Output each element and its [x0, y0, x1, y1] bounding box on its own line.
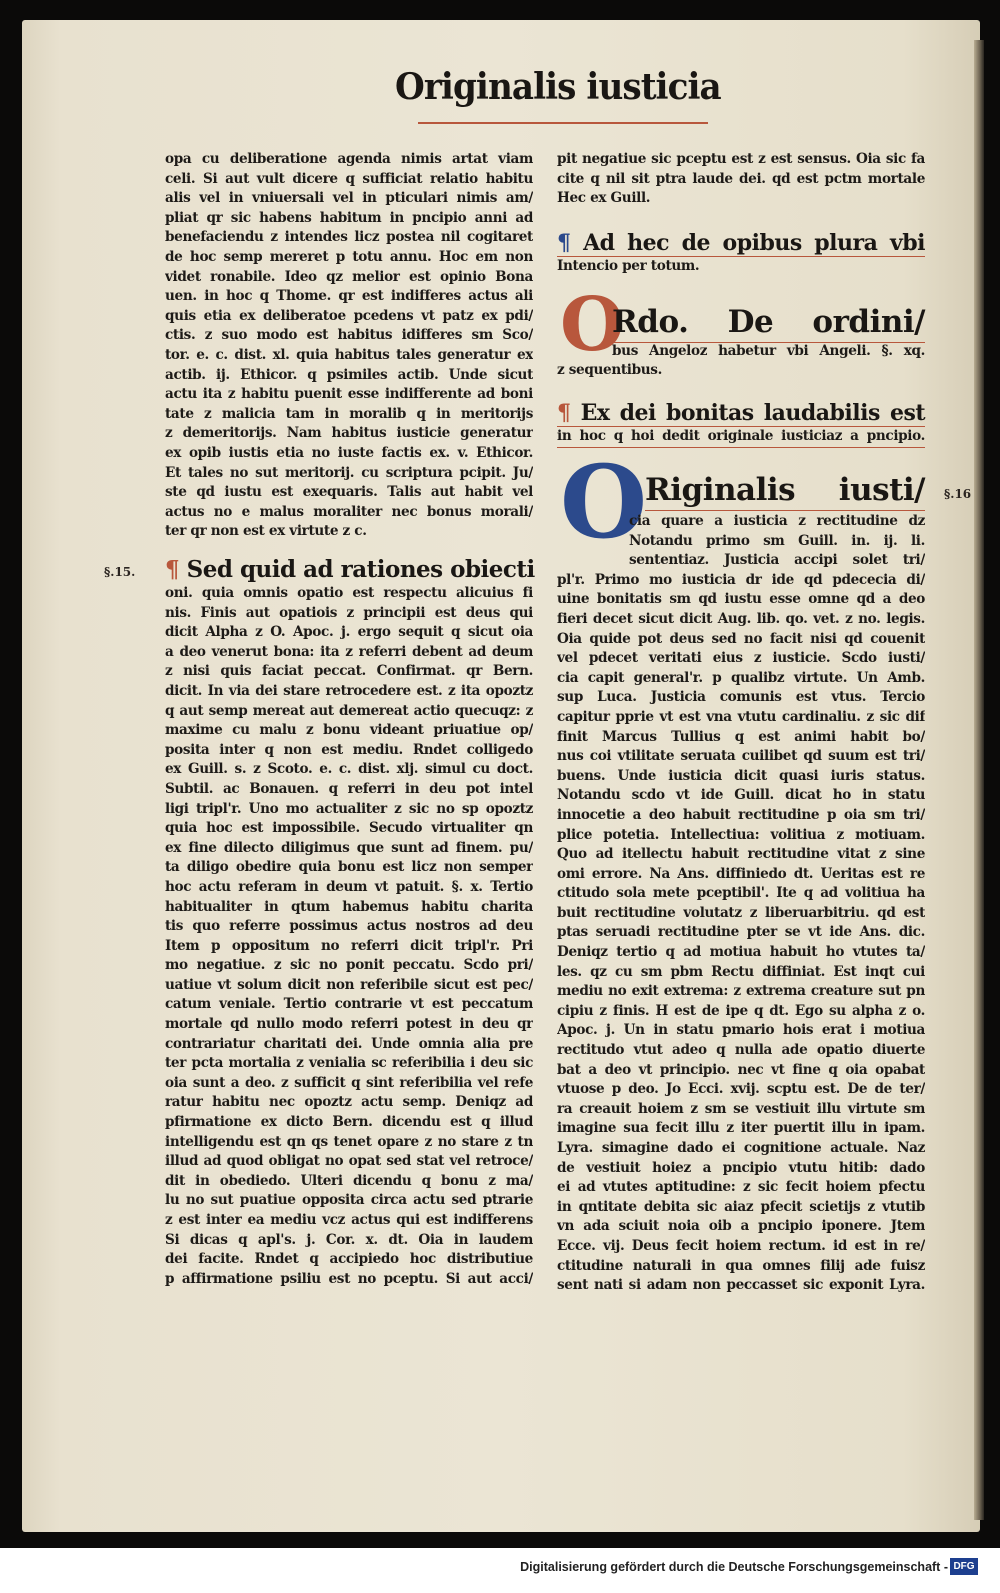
text-line: opa cu deliberatione agenda nimis artat viam — [165, 151, 533, 167]
text-line: finit Marcus Tullius q est animi habit bo/ — [557, 728, 925, 745]
rubric-heading-4 — [645, 470, 925, 511]
text-line: sententiaz. Justicia accipi solet tri/ — [629, 552, 925, 569]
text-line: pit negatiue sic pceptu est z est sensus. Oia sic fa — [557, 151, 925, 167]
heading-2-line-2 — [557, 361, 925, 381]
text-line: pliat qr sic habens habitum in pncipio anni ad — [165, 209, 533, 226]
text-line: de vestiuit hoiez a pncipio vtutu hitib: dado — [557, 1159, 925, 1176]
text-line: intelligendu est qn qs tenet opare z no stare z tn — [165, 1133, 533, 1150]
text-line: omi errore. Na Ans. diffiniedo dt. Ueritas est re — [557, 865, 925, 882]
text-line: quia hoc est impossibile. Secudo virtualiter qn — [165, 820, 533, 837]
text-line: actib. ij. Ethicor. q psimiles actib. Unde sicut — [165, 366, 533, 383]
right-column-part-1 — [557, 150, 925, 209]
text-line: plice potetia. Intellectiua: volitiua z motiuam. — [557, 826, 925, 843]
text-line: buens. Unde iusticia dicit quasi iuris status. — [557, 767, 925, 784]
text-line: illud ad quod obligat no opat sed stat vel retroce/ — [165, 1153, 533, 1170]
text-line: uine bonitatis sm qd iustu esse omne qd a deo — [557, 591, 925, 608]
footer-bar — [0, 1548, 1000, 1593]
text-line: Subtil. ac Bonauen. q referri in deu pot intel — [165, 780, 533, 797]
heading-subline: in hoc q hoi dedit originale iusticiaz a pncipio. — [557, 427, 925, 448]
text-line: alis vel in vniuersali vel in pticulari nimis am/ — [165, 190, 533, 207]
text-line: buit rectitudine volutatz z liberuarbitriu. qd est — [557, 904, 925, 921]
text-line: oia sunt a deo. z sufficit q sint referibilia vel refe — [165, 1074, 533, 1091]
text-line: dicit Alpha z O. Apoc. j. ergo sequit q sicut oia — [165, 624, 533, 641]
text-line: ta diligo obedire quia bonu est licz non semper — [165, 859, 533, 876]
rubric-heading-2 — [612, 302, 925, 343]
text-line: dicit. In via dei stare retrocedere est. z ita opoztz — [165, 682, 533, 699]
text-line: actus no e malus moraliter nec bonus morali/ — [165, 503, 533, 520]
text-line: posita inter q non est mediu. Rndet colligedo — [165, 741, 533, 758]
page-edge — [974, 40, 984, 1520]
left-section-heading — [165, 557, 533, 583]
text-line: ste qd iustu est exequaris. Talis aut habit vel — [165, 484, 533, 501]
text-line: ei ad vtutes aptitudine: z sic fecit hoiem pfectu — [557, 1179, 925, 1196]
paragraph-mark-icon: ¶ — [557, 230, 584, 256]
text-line: uen. in hoc q Thome. qr est indifferes actus ali — [165, 288, 533, 305]
text-line: Notandu primo sm Guill. in. ij. li. — [629, 532, 925, 549]
text-line: sent nati si adam non peccasset sic exponit Lyra. — [557, 1277, 925, 1294]
dfg-logo: DFG — [950, 1558, 978, 1575]
text-line: vn ada sciuit noia oib a pncipio iponere. Jtem — [557, 1218, 925, 1235]
text-line: Oia quide pot deus sed no facit nisi qd couenit — [557, 630, 925, 647]
text-line: ptas seruadi rectitudine pter se vt ide Ans. dic. — [557, 924, 925, 941]
text-line: pfirmatione ex dicto Bern. dicendu est q illud — [165, 1114, 533, 1131]
heading-text: Ex dei bonitas laudabilis est — [580, 400, 925, 426]
text-line: benefaciendu z intendes licz postea nil cogitaret — [165, 229, 533, 246]
text-line: z sequentibus. — [557, 362, 662, 378]
text-line: ctitudine naturali in qua omnes filij ade fuisz — [557, 1257, 925, 1274]
text-line: maxime cu malu z bonu videant priuatiue op/ — [165, 722, 533, 739]
text-line: ctitudo sola mete pceptibil'. Ite q ad volitiua ha — [557, 885, 925, 902]
text-line: Si dicas q apl's. j. Cor. x. dt. Oia in laudem — [165, 1231, 533, 1248]
text-line: mo negatiue. z sic no ponit peccatu. Scdo pri/ — [165, 957, 533, 974]
text-line: cia quare a iusticia z rectitudine dz — [629, 513, 925, 529]
text-line: lu no sut puatiue opposita circa actu sed ptrarie — [165, 1192, 533, 1209]
text-line: fieri decet sicut dicit Aug. lib. qo. vet. z no. legis. — [557, 610, 925, 627]
text-line: tor. e. c. dist. xl. quia habitus tales generatur ex — [165, 346, 533, 363]
text-line: pl'r. Primo mo iusticia dr ide qd pdececia di/ — [557, 571, 925, 588]
marginal-section-number: §.15. — [104, 565, 136, 579]
text-line: ra creauit hoiem z sm se vestiuit illu virtute sm — [557, 1100, 925, 1117]
text-line: in qntitate debita sic aiaz pfecit scietijs z vtutib — [557, 1198, 925, 1215]
text-line: vel pdecet veritati eius z iusticie. Scdo iusti/ — [557, 650, 925, 667]
text-line: ex Guill. s. z Scoto. e. c. dist. xlj. simul cu doct. — [165, 761, 533, 778]
text-line: ex opib iustis etia no iuste factis ex. v. Ethicor. — [165, 444, 533, 461]
text-line: imagine sua fecit illu z iter puertit illu in ipam. — [557, 1120, 925, 1137]
left-column-part-1 — [165, 150, 533, 542]
text-line: bus Angeloz habetur vbi Angeli. §. xq. — [612, 343, 925, 359]
rubric-heading-1 — [557, 230, 925, 277]
text-line: ctis. z suo modo est habitus idifferes sm Sco/ — [165, 327, 533, 344]
heading-text: Rdo. De ordini/ — [612, 302, 925, 343]
text-line: bat a deo vt principio. nec vt fine q oia opabat — [557, 1061, 925, 1078]
text-line: sup Luca. Justicia comunis est vtus. Tercio — [557, 689, 925, 706]
text-line: cia capit general'r. p qualibz virtute. Un Amb. — [557, 669, 925, 686]
text-line: contrariatur charitati dei. Unde omnia alia pre — [165, 1035, 533, 1052]
text-line: hoc actu referam in deum vt patuit. §. x. Tertio — [165, 878, 533, 895]
text-line: vtuose p deo. Jo Ecci. xvij. scptu est. De de ter/ — [557, 1081, 925, 1098]
text-line: catum veniale. Tertio contrarie vt est peccatum — [165, 996, 533, 1013]
right-column-part-2 — [557, 512, 925, 1296]
text-line: capitur pprie vt est vna vtutu cardinaliu. z sic dif — [557, 708, 925, 725]
text-line: nis. Finis aut opatiois z principii est deus qui — [165, 604, 533, 621]
text-line: z demeritorijs. Nam habitus iusticie generatur — [165, 425, 533, 442]
heading-text: Ad hec de opibus plura vbi — [583, 230, 925, 256]
text-line: nus coi vtilitate seruata cuilibet qd suum est tri/ — [557, 748, 925, 765]
heading-text: Sed quid ad rationes obiecti — [186, 556, 535, 583]
text-line: celi. Si aut vult dicere q sufficiat relatio habitu — [165, 170, 533, 187]
text-line: z nisi quis faciat peccat. Confirmat. qr Bern. — [165, 663, 533, 680]
text-line: oni. quia omnis opatio est respectu alicuius fi — [165, 585, 533, 601]
text-line: ligi tripl'r. Uno mo actualiter z sic no sp opoztz — [165, 800, 533, 817]
text-line: a deo venerut bona: ita z referri debent ad deum — [165, 643, 533, 660]
text-line: dit in obediedo. Ulteri dicendu q bonu z ma/ — [165, 1172, 533, 1189]
decorated-initial-o: O — [560, 282, 625, 368]
running-title: Originalis iusticia — [395, 66, 721, 108]
heading-subline: Intencio per totum. — [557, 258, 700, 274]
text-line: ter pcta mortalia z venialia sc referibilia i deu sic — [165, 1055, 533, 1072]
text-line: q aut semp mereat aut demereat actio quecuqz: z — [165, 702, 533, 719]
rubric-rule — [418, 122, 708, 124]
text-line: rectitudo vtut adeo q nulla ade opatio diuerte — [557, 1042, 925, 1059]
left-column-part-2 — [165, 584, 533, 1289]
text-line: cipiu z finis. H est de ipe q dt. Ego su alpha z o. — [557, 1002, 925, 1019]
text-line: dei facite. Rndet q accipiedo hoc distributiue — [165, 1251, 533, 1268]
heading-text: Riginalis iusti/ — [645, 470, 925, 511]
text-line: Ecce. vij. Deus fecit hoiem rectum. id est in re/ — [557, 1237, 925, 1254]
text-line: p affirmatione psiliu est no pceptu. Si aut acci/ — [165, 1270, 533, 1287]
text-line: Notandu scdo vt ide Guill. dicat ho in statu — [557, 787, 925, 804]
paragraph-mark-icon: ¶ — [165, 556, 187, 583]
text-line: ter qr non est ex virtute z c. — [165, 523, 367, 540]
text-line: Item p oppositum no referri dicit tripl'r. Pri — [165, 937, 533, 954]
text-line: tis quo referre possimus actus nostros ad deu — [165, 918, 533, 935]
text-line: actu ita z habitu puenit esse indifferente ad boni — [165, 386, 533, 403]
text-line: Quo ad itellectu habuit rectitudine vitat z sine — [557, 846, 925, 863]
text-line: ex fine dilecto diligimus que sunt ad finem. pu/ — [165, 839, 533, 856]
text-line: mediu no exit extrema: z extrema creature sut pn — [557, 983, 925, 1000]
text-line: tate z malicia tam in moralib q in meritorijs — [165, 405, 533, 422]
text-line: de hoc semp mereret p totu annu. Hoc em non — [165, 248, 533, 265]
text-line: Et tales no sut meritorij. cu scriptura pcipit. Ju/ — [165, 464, 533, 481]
text-line: Lyra. simagine dado ei cognitione actuale. Naz — [557, 1140, 925, 1156]
text-line: habitualiter in qtum habemus habitu charita — [165, 898, 533, 915]
text-line: mortale qd nullo modo referri potest in deu qr — [165, 1016, 533, 1033]
text-line: uatiue vt solum dicit non referibile sicut est pec/ — [165, 976, 533, 993]
text-line: videt ronabile. Ideo qz melior est opinio Bona — [165, 268, 533, 285]
text-line: ratur habitu nec opoztz actu semp. Deniqz ad — [165, 1094, 533, 1111]
text-line: les. qz cu sm pbm Rectu diffiniat. Est inqt cui — [557, 963, 925, 980]
marginal-section-number: §.16 — [944, 487, 972, 501]
text-line: Deniqz tertio q ad motiua habuit ho vtutes ta/ — [557, 944, 925, 961]
paragraph-mark-icon: ¶ — [557, 400, 581, 426]
decorated-initial-o-blue: O — [560, 443, 648, 561]
text-line: cite q nil sit ptra laude dei. qd est pctm mortale — [557, 170, 925, 187]
rubric-heading-3 — [557, 400, 925, 448]
text-line: z est inter ea mediu vcz actus qui est indifferens — [165, 1212, 533, 1228]
text-line: quis etia ex deliberatoe pcedens vt patz ex pdi/ — [165, 307, 533, 324]
text-line: Hec ex Guill. — [557, 190, 651, 207]
text-line: Apoc. j. Un in statu pmario hois erat i motiua — [557, 1022, 925, 1039]
text-line: innocetie a deo habuit rectitudine p oia sm tri/ — [557, 806, 925, 823]
funding-credit: Digitalisierung gefördert durch die Deutsche Forschungsgemeinschaft - — [520, 1560, 948, 1574]
heading-2-line-1 — [612, 342, 925, 362]
